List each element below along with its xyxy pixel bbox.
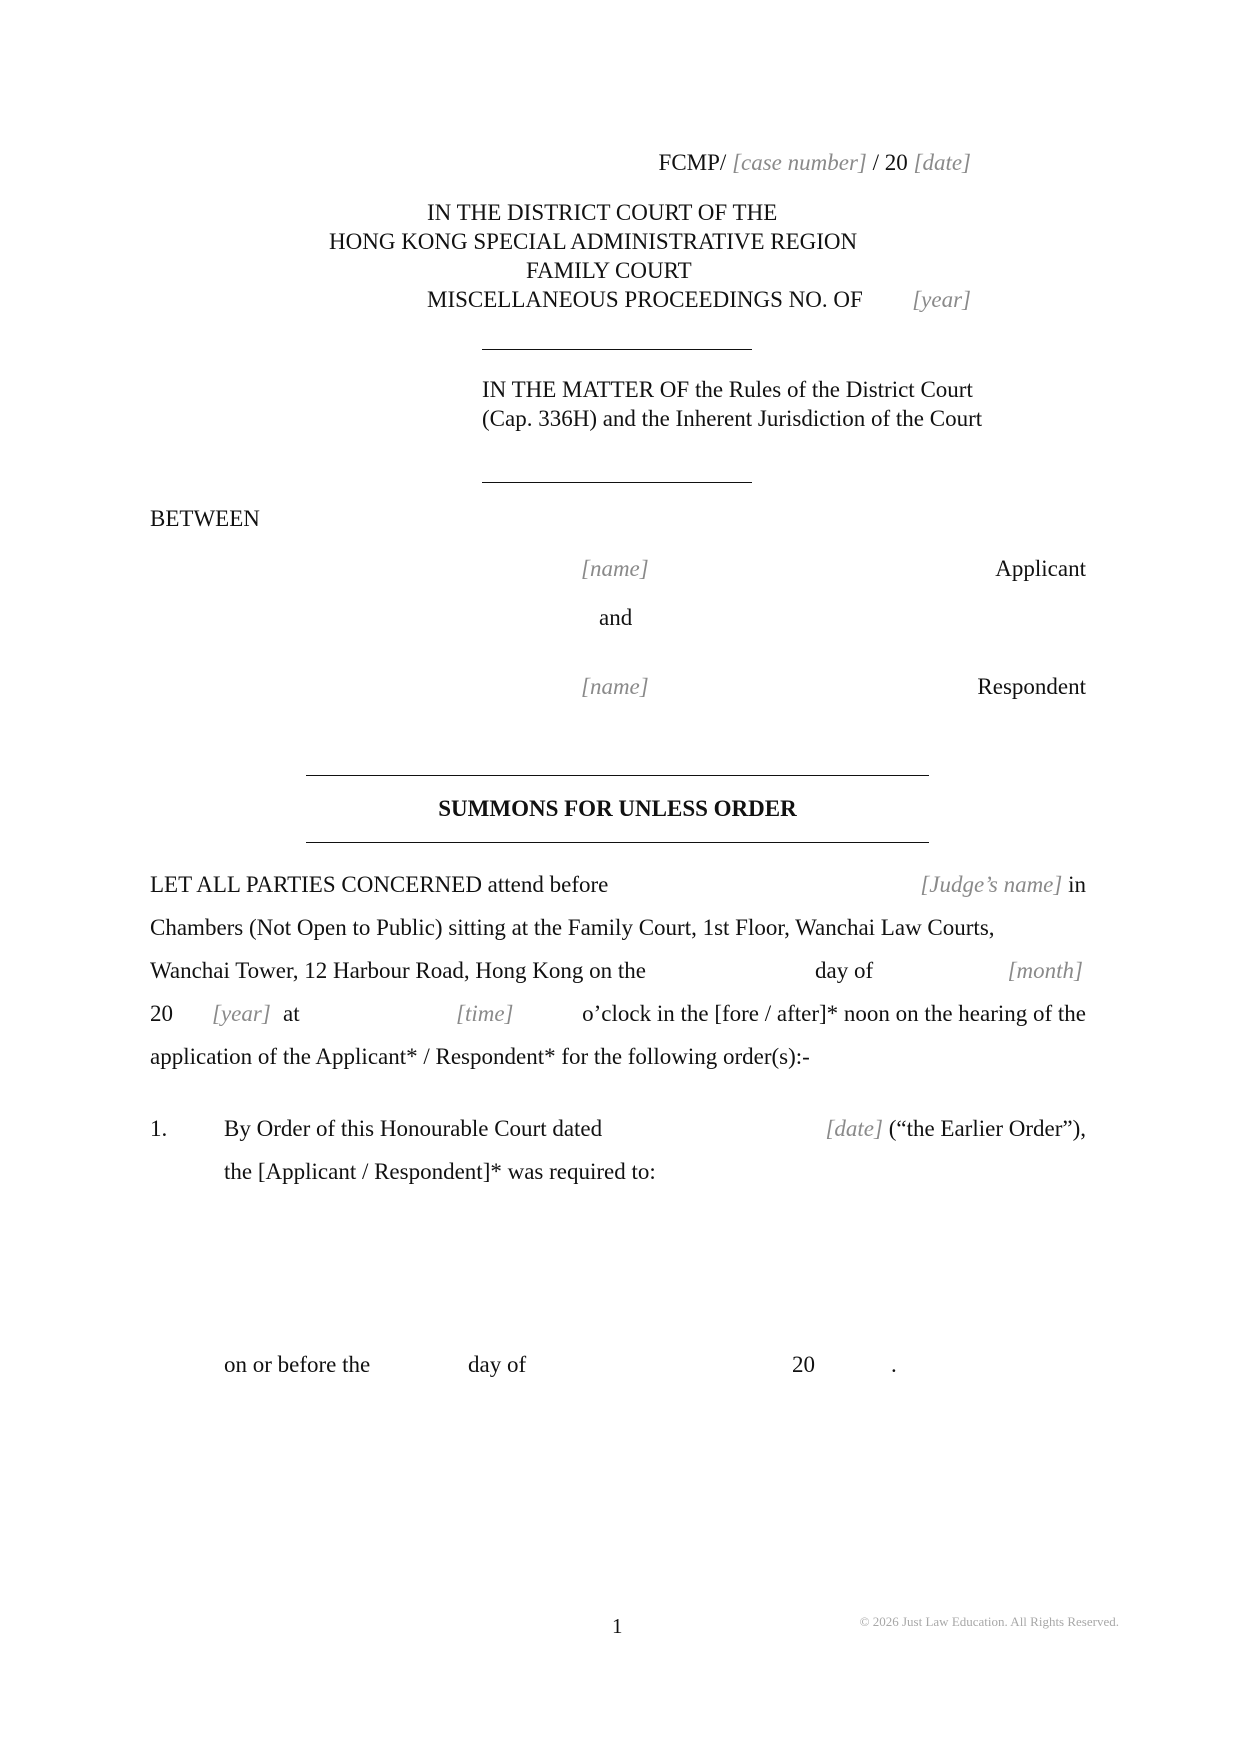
court-line-4: MISCELLANEOUS PROCEEDINGS NO. OF [427,287,863,312]
body-line-3-b: day of [815,958,874,983]
item-1-deadline-b: day of [468,1352,527,1377]
between-label: BETWEEN [150,506,260,531]
body-line-1-right [920,871,1086,899]
respondent-name-placeholder[interactable]: [name] [581,674,649,699]
applicant-name-placeholder[interactable]: [name] [581,556,649,581]
court-year-placeholder[interactable]: [year] [912,287,971,312]
time-placeholder[interactable]: [time] [456,1001,514,1026]
item-1-text-a: By Order of this Honourable Court dated [224,1116,603,1141]
month-placeholder[interactable]: [month] [1007,958,1083,983]
matter-line-2: (Cap. 336H) and the Inherent Jurisdiction of the Court [482,406,983,431]
item-1-deadline-c: 20 [792,1352,815,1377]
body-line-1-b: in [1068,872,1086,897]
body-line-1-a: LET ALL PARTIES CONCERNED attend before [150,872,609,897]
copyright-notice: © 2026 Just Law Education. All Rights Reserved. [859,1614,1119,1629]
and-label: and [599,605,633,630]
document-title: SUMMONS FOR UNLESS ORDER [438,796,797,821]
case-prefix: FCMP/ [658,150,727,175]
matter-top-rule [482,349,752,350]
court-line-2: HONG KONG SPECIAL ADMINISTRATIVE REGION [329,229,858,254]
body-line-4-c: o’clock in the [fore / after]* noon on the hearing of the [582,1001,1086,1026]
case-reference [659,149,971,177]
matter-line-1: IN THE MATTER OF the Rules of the District Court [482,377,973,402]
order-date-placeholder[interactable]: [date] [825,1116,883,1141]
case-number-placeholder[interactable]: [case number] [732,150,867,175]
body-line-3-a: Wanchai Tower, 12 Harbour Road, Hong Kong on the [150,958,646,983]
title-bottom-rule [306,842,929,843]
item-1-text-b: (“the Earlier Order”), [888,1116,1086,1141]
court-line-3: FAMILY COURT [526,258,692,283]
body-line-4-a: 20 [150,1001,173,1026]
item-1-deadline-d: . [891,1352,897,1377]
body-line-4-b: at [283,1001,300,1026]
applicant-role: Applicant [995,556,1086,581]
item-1-text-c: the [Applicant / Respondent]* was required to: [224,1159,656,1184]
item-1-number: 1. [150,1116,168,1141]
body-line-5: application of the Applicant* / Respondent* for the following order(s):- [150,1044,810,1069]
matter-bottom-rule [482,482,752,483]
item-1-right [825,1115,1086,1143]
title-top-rule [306,775,929,776]
year-placeholder[interactable]: [year] [212,1001,271,1026]
judge-name-placeholder[interactable]: [Judge’s name] [920,872,1063,897]
case-date-placeholder[interactable]: [date] [913,150,971,175]
item-1-deadline-a: on or before the [224,1352,371,1377]
case-mid: / 20 [866,150,914,175]
court-line-1: IN THE DISTRICT COURT OF THE [427,200,778,225]
page-number: 1 [612,1614,623,1638]
respondent-role: Respondent [977,674,1086,699]
body-line-2: Chambers (Not Open to Public) sitting at the Family Court, 1st Floor, Wanchai Law Courts, [150,915,995,940]
